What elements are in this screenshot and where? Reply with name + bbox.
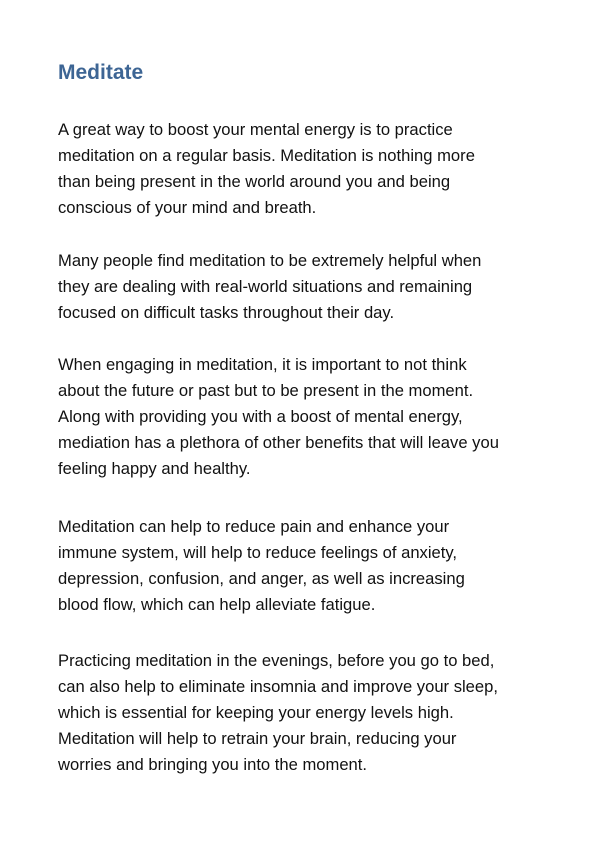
page-title: Meditate [58,61,144,84]
paragraph-line: focused on difficult tasks throughout their day. [58,303,395,322]
paragraph-line: Meditation will help to retrain your brain, reducing your [58,729,457,748]
paragraph-line: about the future or past but to be present in the moment. [58,381,474,400]
paragraph-line: blood flow, which can help alleviate fatigue. [58,595,376,614]
paragraph-line: worries and bringing you into the moment. [58,755,367,774]
paragraph-line: Along with providing you with a boost of mental energy, [58,407,463,426]
paragraph-intro [58,117,475,221]
paragraph-benefits [58,514,465,618]
paragraph-line: feeling happy and healthy. [58,459,251,478]
paragraph-sleep [58,648,498,778]
paragraph-line: depression, confusion, and anger, as well as increasing [58,569,465,588]
paragraph-line: immune system, will help to reduce feelings of anxiety, [58,543,458,562]
paragraph-line: can also help to eliminate insomnia and improve your sleep, [58,677,498,696]
paragraph-line: conscious of your mind and breath. [58,198,317,217]
paragraph-line: When engaging in meditation, it is important to not think [58,355,467,374]
paragraph-line: which is essential for keeping your energy levels high. [58,703,454,722]
paragraph-line: than being present in the world around you and being [58,172,451,191]
paragraph-helpful [58,248,481,326]
paragraph-line: Many people find meditation to be extremely helpful when [58,251,482,270]
paragraph-line: meditation on a regular basis. Meditation is nothing more [58,146,475,165]
paragraph-line: Practicing meditation in the evenings, before you go to bed, [58,651,495,670]
paragraph-line: A great way to boost your mental energy is to practice [58,120,453,139]
paragraph-line: they are dealing with real-world situations and remaining [58,277,473,296]
paragraph-line: mediation has a plethora of other benefits that will leave you [58,433,499,452]
paragraph-present-moment [58,352,499,482]
paragraph-line: Meditation can help to reduce pain and enhance your [58,517,450,536]
